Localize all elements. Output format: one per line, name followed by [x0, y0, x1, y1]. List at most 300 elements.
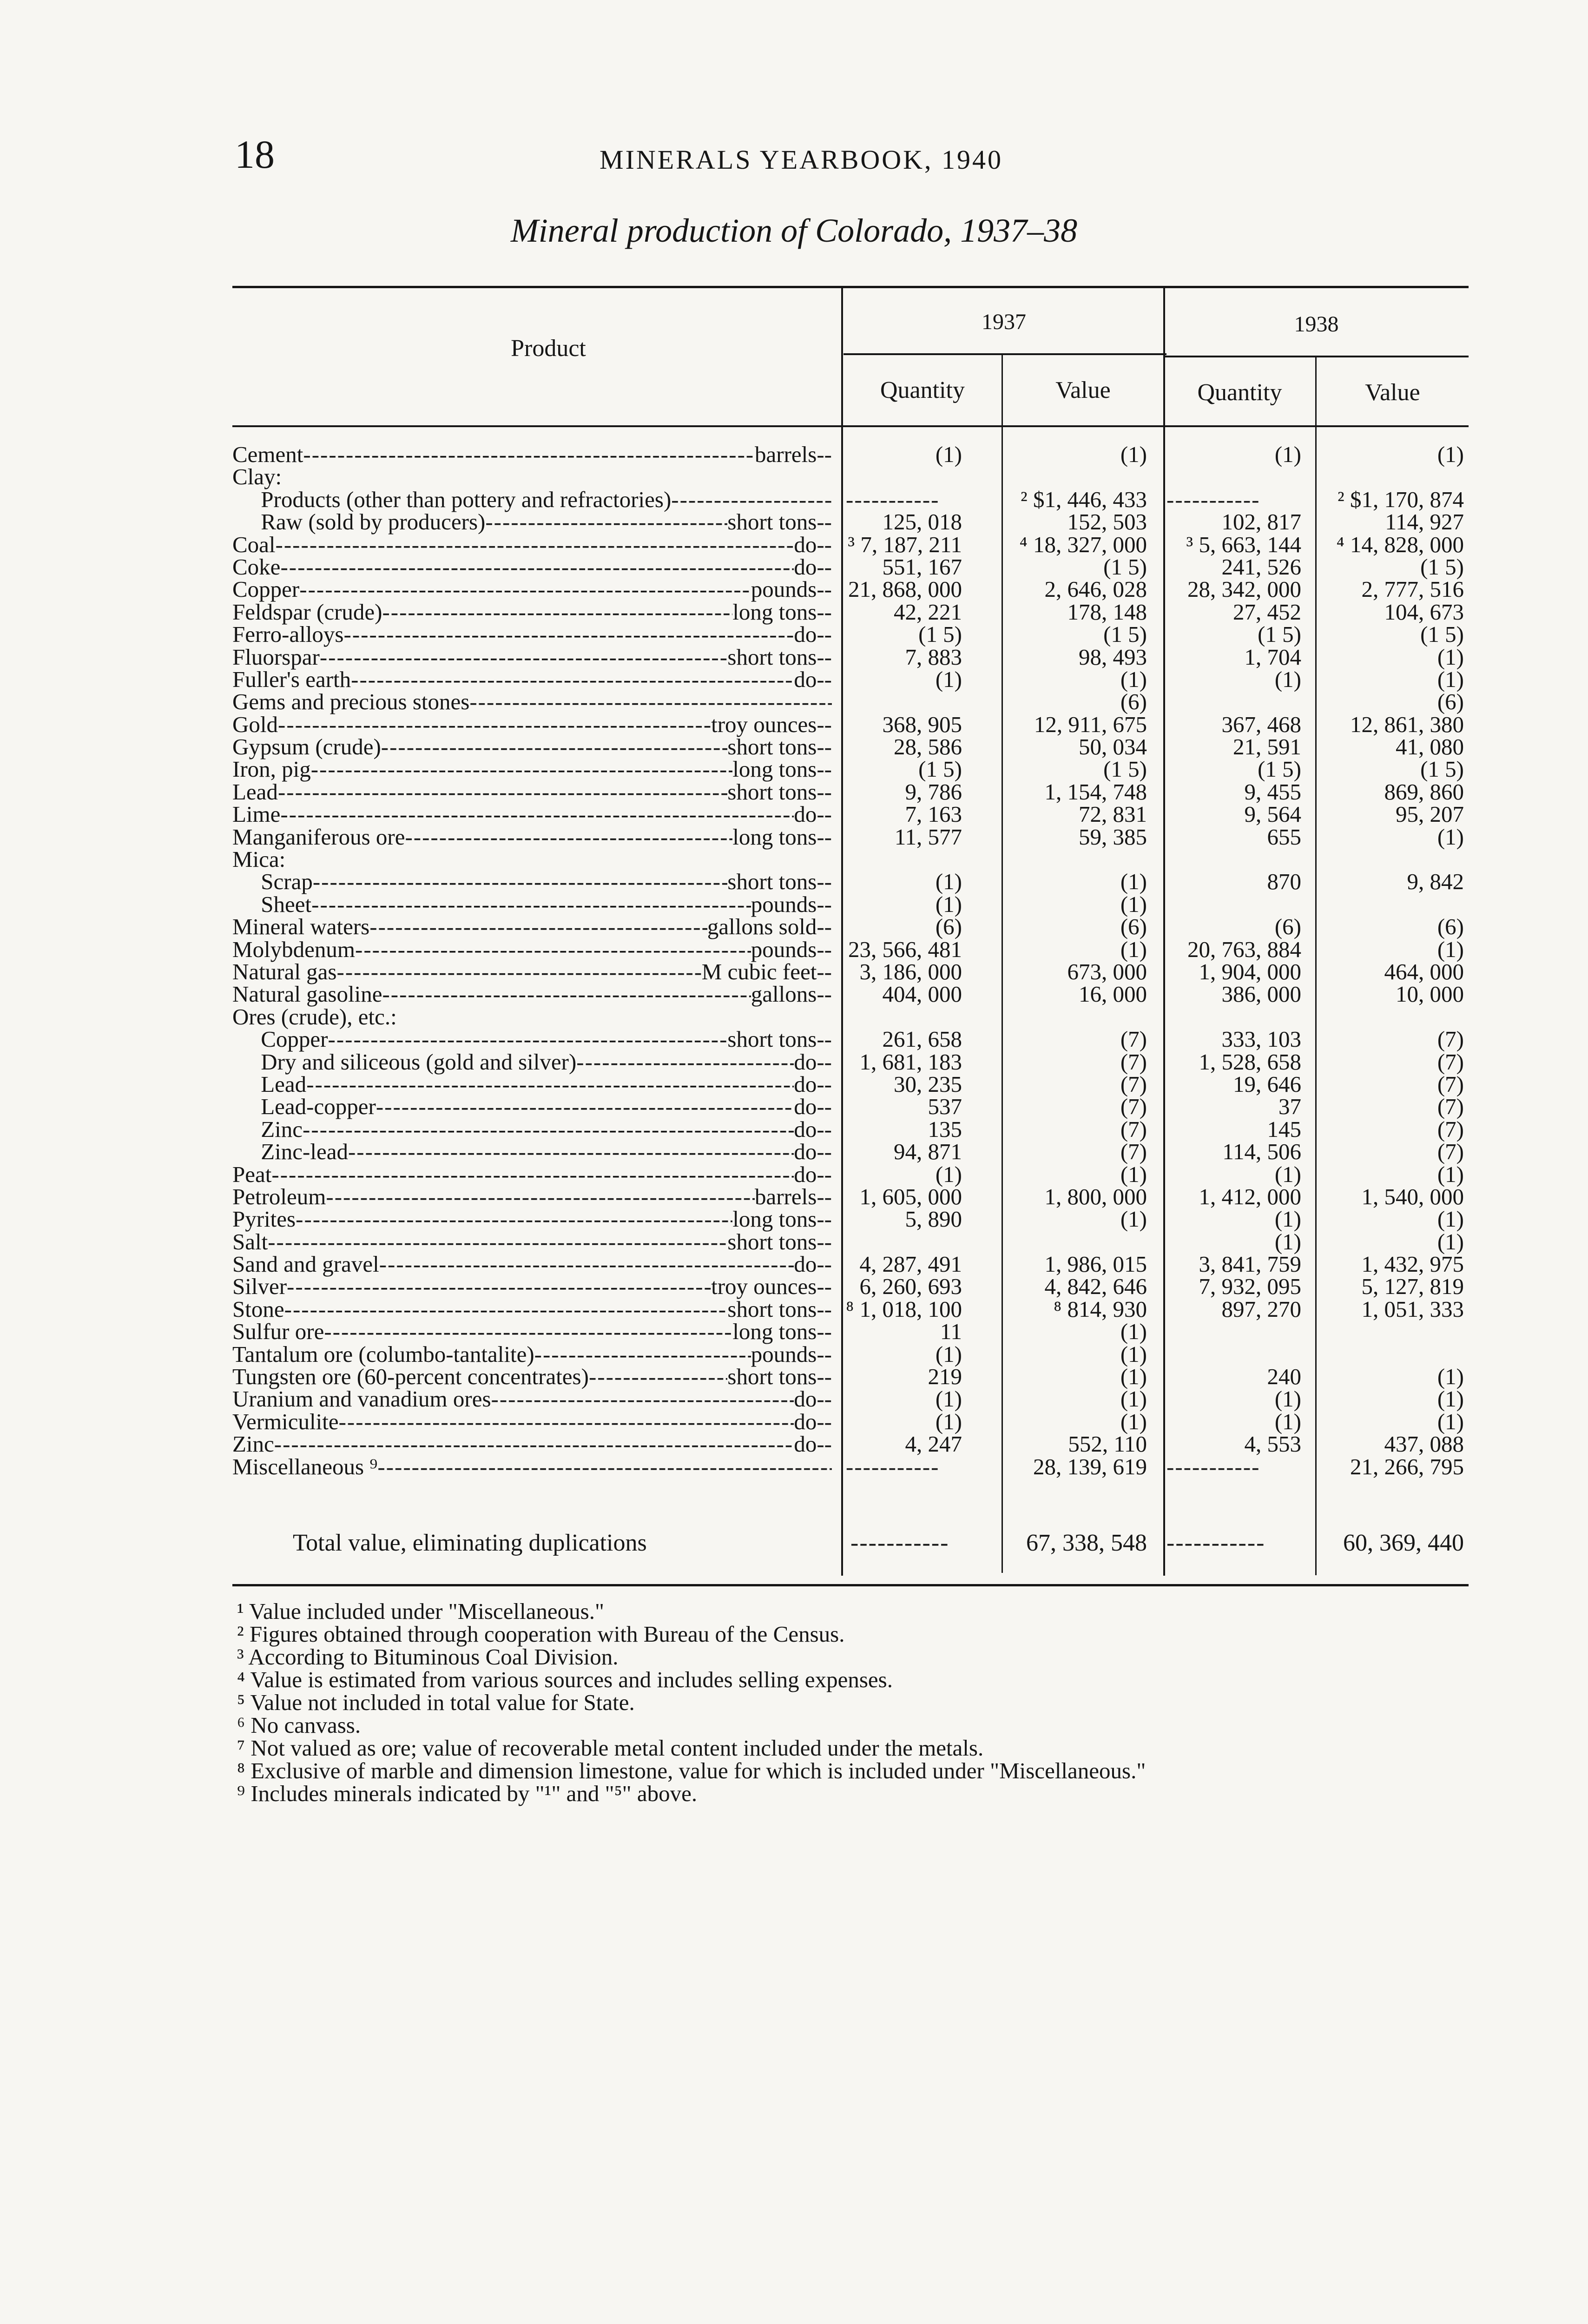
row-leader-dots [276, 534, 794, 556]
row-unit: do-- [794, 1049, 832, 1075]
row-leader-dots [379, 1253, 794, 1275]
cell-quantity-1937 [846, 1231, 962, 1253]
cell-value-1937: 98, 493 [1079, 644, 1147, 670]
row-leader-dots [326, 1186, 755, 1208]
row-leader-dots [397, 1006, 832, 1028]
cell-value-1937: 59, 385 [1079, 824, 1147, 850]
footnote: ³ According to Bituminous Coal Division. [237, 1644, 619, 1670]
cell-value-1937: 552, 110 [1068, 1431, 1147, 1457]
table-row [232, 623, 1469, 646]
cell-quantity-1937: 125, 018 [882, 509, 962, 535]
cell-quantity-1938: 20, 763, 884 [1187, 936, 1301, 962]
row-product-name: Ores (crude), etc.: [232, 1004, 397, 1030]
table-body [232, 443, 1469, 1478]
row-unit: gallons-- [751, 981, 832, 1007]
cell-value-1937: ⁸ 814, 930 [1054, 1296, 1147, 1322]
cell-value-1937: (7) [1120, 1116, 1147, 1142]
cell-quantity-1937: 219 [928, 1364, 962, 1390]
table-row [232, 1253, 1469, 1275]
header-bottom-rule [232, 425, 1469, 427]
row-label [232, 1208, 832, 1230]
row-label [232, 938, 832, 961]
cell-value-1937: (1) [1120, 1408, 1147, 1434]
cell-value-1938: 1, 540, 000 [1361, 1183, 1464, 1209]
cell-value-1938 [1334, 893, 1464, 916]
table-row [232, 601, 1469, 623]
row-product-name: Natural gas [232, 958, 337, 984]
table-row [232, 1006, 1469, 1028]
row-unit: do-- [794, 1071, 832, 1097]
row-leader-dots [311, 758, 733, 780]
row-unit: long tons-- [732, 824, 832, 850]
row-product-name: Manganiferous ore [232, 824, 405, 850]
row-unit: short tons-- [727, 509, 832, 535]
total-quantity-1938: ----------- [1166, 1530, 1265, 1556]
row-leader-dots [469, 691, 832, 713]
cell-value-1937: 50, 034 [1079, 734, 1147, 760]
table-row [232, 1343, 1469, 1366]
cell-value-1937: (6) [1120, 689, 1147, 715]
total-value-1938: 60, 369, 440 [1343, 1530, 1464, 1556]
row-leader-dots [320, 646, 728, 668]
row-product-name: Gems and precious stones [232, 689, 470, 715]
cell-quantity-1937: 11, 577 [894, 824, 962, 850]
cell-value-1937: (1) [1120, 1364, 1147, 1390]
row-leader-dots [491, 1388, 794, 1410]
table-bottom-rule [232, 1584, 1469, 1586]
row-unit: do-- [794, 1161, 832, 1187]
cell-quantity-1938: 3, 841, 759 [1199, 1251, 1301, 1277]
cell-value-1937: (7) [1120, 1049, 1147, 1075]
row-label [232, 1163, 832, 1186]
cell-value-1937 [999, 1006, 1147, 1028]
cell-value-1937: 1, 800, 000 [1044, 1183, 1147, 1209]
row-label [232, 1228, 832, 1254]
row-unit: short tons-- [727, 1364, 832, 1390]
row-label [232, 1366, 832, 1388]
row-leader-dots [282, 466, 832, 488]
cell-quantity-1937: 537 [928, 1094, 962, 1120]
cell-value-1938: 21, 266, 795 [1350, 1453, 1464, 1479]
total-quantity-1937: ----------- [850, 1530, 949, 1556]
cell-value-1937: 1, 986, 015 [1044, 1251, 1147, 1277]
cell-quantity-1937: (6) [935, 914, 962, 940]
footnote: ⁹ Includes minerals indicated by "¹" and "⁵" above. [237, 1781, 698, 1806]
table-row [232, 781, 1469, 803]
cell-quantity-1938: 870 [1267, 869, 1301, 895]
row-unit: pounds-- [751, 936, 832, 962]
row-product-name: Lead [232, 779, 278, 805]
row-leader-dots [589, 1366, 727, 1388]
table-row [232, 848, 1469, 871]
row-product-name: Silver [232, 1274, 287, 1300]
row-unit: do-- [794, 1139, 832, 1165]
row-product-name: Products (other than pottery and refractories) [232, 486, 672, 512]
row-label [232, 1118, 832, 1141]
cell-quantity-1938: 1, 412, 000 [1199, 1183, 1301, 1209]
cell-value-1938: (1 5) [1420, 554, 1464, 580]
cell-quantity-1937: (1) [935, 666, 962, 692]
table-row [232, 1453, 1469, 1479]
cell-value-1937: 2, 646, 028 [1044, 576, 1147, 602]
cell-value-1937: ² $1, 446, 433 [1021, 486, 1147, 512]
cell-quantity-1938: 21, 591 [1233, 734, 1301, 760]
cell-quantity-1938: 333, 103 [1221, 1026, 1301, 1052]
cell-value-1938: 41, 080 [1396, 734, 1464, 760]
row-leader-dots [376, 1096, 794, 1118]
table-row [232, 938, 1469, 961]
table-row [232, 1228, 1469, 1254]
row-leader-dots [671, 489, 832, 511]
cell-quantity-1937 [846, 691, 962, 713]
cell-quantity-1937: 261, 658 [882, 1026, 962, 1052]
table-row [232, 1051, 1469, 1073]
running-head: MINERALS YEARBOOK, 1940 [600, 145, 1003, 175]
cell-value-1937 [999, 466, 1147, 488]
cell-quantity-1937: 94, 871 [894, 1139, 962, 1165]
footnote: ¹ Value included under "Miscellaneous." [237, 1598, 604, 1624]
row-leader-dots [534, 1343, 751, 1366]
row-product-name: Mica: [232, 846, 286, 872]
row-label [232, 826, 832, 848]
row-product-name: Salt [232, 1228, 268, 1254]
table-row [232, 1320, 1469, 1343]
table-row [232, 486, 1469, 512]
row-label [232, 983, 832, 1005]
cell-quantity-1937: 368, 905 [882, 711, 962, 737]
cell-value-1937: (1 5) [1103, 554, 1147, 580]
cell-value-1938: 464, 000 [1384, 958, 1464, 984]
row-leader-dots [328, 1028, 728, 1050]
footnote: ⁸ Exclusive of marble and dimension limestone, value for which is included under "Miscellaneous." [237, 1758, 1146, 1783]
row-label [232, 781, 832, 803]
cell-quantity-1937: (1) [935, 869, 962, 895]
cell-value-1938 [1334, 1006, 1464, 1028]
cell-value-1938 [1334, 848, 1464, 871]
header-product: Product [511, 335, 586, 362]
table-row [232, 1073, 1469, 1096]
cell-quantity-1938: (1) [1274, 1161, 1301, 1187]
row-leader-dots [287, 1275, 711, 1298]
table-row [232, 1118, 1469, 1141]
total-row [232, 1529, 1469, 1557]
cell-quantity-1938: 897, 270 [1221, 1296, 1301, 1322]
cell-value-1937: 1, 154, 748 [1044, 779, 1147, 805]
header-quantity-1937: Quantity [880, 377, 965, 403]
cell-quantity-1938: (1) [1274, 442, 1301, 467]
row-label [232, 486, 832, 512]
row-unit: barrels-- [755, 1183, 832, 1209]
row-leader-dots [339, 1411, 794, 1433]
row-label [232, 736, 832, 758]
cell-value-1937: (1) [1120, 869, 1147, 895]
row-unit: do-- [794, 1431, 832, 1457]
total-value-1937: 67, 338, 548 [1026, 1530, 1147, 1556]
row-unit: short tons-- [727, 779, 832, 805]
row-label [232, 466, 832, 488]
cell-quantity-1938: 1, 904, 000 [1199, 958, 1301, 984]
table-row [232, 803, 1469, 825]
row-product-name: Iron, pig [232, 756, 311, 782]
row-product-name: Mineral waters [232, 914, 370, 940]
cell-quantity-1937: (1) [935, 1341, 962, 1367]
cell-value-1937: 28, 139, 619 [1033, 1453, 1147, 1479]
row-unit: short tons-- [727, 734, 832, 760]
cell-quantity-1938: (1) [1274, 1408, 1301, 1434]
cell-value-1938: 12, 861, 380 [1350, 711, 1464, 737]
table-row [232, 668, 1469, 691]
table-row [232, 736, 1469, 758]
table-row [232, 1298, 1469, 1320]
row-unit: pounds-- [751, 1341, 832, 1367]
cell-value-1938 [1334, 1343, 1464, 1366]
row-product-name: Cement [232, 442, 303, 467]
row-leader-dots [405, 826, 732, 848]
table-row [232, 826, 1469, 848]
cell-quantity-1937: 7, 883 [905, 644, 962, 670]
cell-quantity-1937: (1) [935, 891, 962, 917]
cell-value-1937: 4, 842, 646 [1044, 1274, 1147, 1300]
row-label [232, 1028, 832, 1050]
cell-value-1938: (1) [1437, 666, 1464, 692]
cell-quantity-1938: (1) [1274, 666, 1301, 692]
cell-value-1938: 95, 207 [1396, 801, 1464, 827]
row-leader-dots [337, 961, 702, 983]
cell-value-1938: (7) [1437, 1139, 1464, 1165]
cell-quantity-1938: 102, 817 [1221, 509, 1301, 535]
cell-quantity-1938 [1166, 1006, 1301, 1028]
header-year-1937: 1937 [982, 310, 1026, 334]
cell-quantity-1938: 4, 553 [1244, 1431, 1301, 1457]
cell-quantity-1938: (6) [1274, 914, 1301, 940]
cell-value-1937: (1) [1120, 442, 1147, 467]
row-unit: long tons-- [732, 1206, 832, 1232]
row-unit: troy ounces-- [711, 1274, 832, 1300]
cell-value-1938 [1334, 466, 1464, 488]
row-unit: do-- [794, 666, 832, 692]
cell-quantity-1938: (1) [1274, 1206, 1301, 1232]
row-label [232, 1388, 832, 1410]
row-label [232, 1073, 832, 1096]
cell-value-1937: 673, 000 [1067, 958, 1147, 984]
cell-value-1937: (7) [1120, 1071, 1147, 1097]
cell-value-1938: 5, 127, 819 [1361, 1274, 1464, 1300]
row-label [232, 1253, 832, 1275]
table-row [232, 691, 1469, 713]
cell-value-1937: (1 5) [1103, 621, 1147, 647]
cell-quantity-1938: ³ 5, 663, 144 [1186, 531, 1301, 557]
cell-value-1938: (7) [1437, 1049, 1464, 1075]
row-leader-dots [348, 1141, 794, 1163]
cell-quantity-1937: 1, 605, 000 [859, 1183, 962, 1209]
table-row [232, 578, 1469, 601]
row-product-name: Molybdenum [232, 936, 356, 962]
row-product-name: Pyrites [232, 1206, 296, 1232]
cell-value-1938: (1) [1437, 824, 1464, 850]
row-leader-dots [311, 893, 751, 916]
cell-value-1937: (7) [1120, 1094, 1147, 1120]
cell-quantity-1938: 1, 528, 658 [1199, 1049, 1301, 1075]
row-label [232, 578, 832, 601]
row-label [232, 1006, 832, 1028]
cell-quantity-1937: 6, 260, 693 [859, 1274, 962, 1300]
cell-quantity-1938 [1166, 1320, 1301, 1343]
cell-value-1937: 152, 503 [1067, 509, 1147, 535]
row-leader-dots [377, 1456, 832, 1478]
cell-quantity-1938: 9, 455 [1244, 779, 1301, 805]
cell-quantity-1938 [1166, 893, 1301, 916]
row-leader-dots [274, 1433, 794, 1455]
row-product-name: Zinc [232, 1116, 303, 1142]
row-label [232, 646, 832, 668]
row-label [232, 893, 832, 916]
cell-value-1937: ⁴ 18, 327, 000 [1019, 531, 1147, 557]
cell-value-1938: 1, 051, 333 [1361, 1296, 1464, 1322]
table-row [232, 646, 1469, 668]
row-product-name: Zinc-lead [232, 1139, 348, 1165]
row-label [232, 758, 832, 780]
row-leader-dots [351, 668, 794, 691]
row-unit: do-- [794, 554, 832, 580]
table-row [232, 1028, 1469, 1050]
cell-value-1938: (1) [1437, 1408, 1464, 1434]
row-product-name: Copper [232, 1026, 328, 1052]
cell-value-1937 [999, 1231, 1147, 1253]
cell-value-1938: (1 5) [1420, 621, 1464, 647]
cell-value-1937: 72, 831 [1079, 801, 1147, 827]
header-quantity-1938: Quantity [1197, 379, 1282, 406]
row-unit: long tons-- [732, 756, 832, 782]
row-leader-dots [296, 1208, 732, 1230]
cell-quantity-1938: 240 [1267, 1364, 1301, 1390]
row-label [232, 443, 832, 466]
row-product-name: Sulfur ore [232, 1319, 324, 1345]
cell-quantity-1937: ⁸ 1, 018, 100 [846, 1296, 962, 1322]
row-product-name: Coke [232, 554, 281, 580]
cell-quantity-1938: 386, 000 [1221, 981, 1301, 1007]
row-label [232, 623, 832, 646]
row-product-name: Lime [232, 801, 281, 827]
table-row [232, 511, 1469, 533]
cell-quantity-1938: 7, 932, 095 [1199, 1274, 1301, 1300]
cell-quantity-1937: 9, 786 [905, 779, 962, 805]
cell-quantity-1937 [846, 1006, 962, 1028]
cell-value-1937: (1) [1120, 936, 1147, 962]
cell-value-1938: 2, 777, 516 [1361, 576, 1464, 602]
cell-value-1938: (1) [1437, 936, 1464, 962]
cell-value-1938: ⁴ 14, 828, 000 [1336, 531, 1464, 557]
cell-value-1937: (6) [1120, 914, 1147, 940]
row-unit: do-- [794, 621, 832, 647]
row-leader-dots [369, 916, 707, 938]
cell-quantity-1938: 114, 506 [1222, 1139, 1301, 1165]
page-number: 18 [235, 132, 275, 177]
cell-value-1938: (7) [1437, 1071, 1464, 1097]
cell-quantity-1938: 145 [1267, 1116, 1301, 1142]
row-unit: do-- [794, 1094, 832, 1120]
footnote: ⁵ Value not included in total value for State. [237, 1690, 635, 1715]
row-label [232, 1275, 832, 1298]
row-unit: short tons-- [727, 1296, 832, 1322]
row-product-name: Tantalum ore (columbo-tantalite) [232, 1341, 534, 1367]
cell-quantity-1937: 28, 586 [894, 734, 962, 760]
table-row [232, 466, 1469, 488]
row-leader-dots [344, 623, 794, 646]
row-unit: long tons-- [732, 599, 832, 625]
table-row [232, 893, 1469, 916]
footnote: ² Figures obtained through cooperation with Bureau of the Census. [237, 1621, 845, 1647]
row-unit: pounds-- [751, 891, 832, 917]
table-row [232, 1163, 1469, 1186]
row-leader-dots [324, 1320, 732, 1343]
cell-value-1937: 178, 148 [1067, 599, 1147, 625]
row-product-name: Tungsten ore (60-percent concentrates) [232, 1364, 589, 1390]
row-leader-dots [382, 983, 751, 1005]
cell-quantity-1938: 655 [1267, 824, 1301, 850]
row-product-name: Sand and gravel [232, 1251, 379, 1277]
table-row [232, 983, 1469, 1005]
cell-value-1938: (1) [1437, 1386, 1464, 1412]
row-leader-dots [382, 601, 732, 623]
row-unit: pounds-- [751, 576, 832, 602]
row-label [232, 1343, 832, 1366]
row-unit: short tons-- [727, 869, 832, 895]
cell-value-1938 [1334, 1320, 1464, 1343]
table-row [232, 1388, 1469, 1410]
cell-value-1938: (1) [1437, 442, 1464, 467]
row-product-name: Dry and siliceous (gold and silver) [232, 1049, 577, 1075]
row-label [232, 1298, 832, 1320]
row-label [232, 1408, 832, 1434]
cell-value-1938: 10, 000 [1396, 981, 1464, 1007]
cell-quantity-1938: 19, 646 [1233, 1071, 1301, 1097]
cell-quantity-1937: (1) [935, 442, 962, 467]
cell-quantity-1937: (1) [935, 1386, 962, 1412]
cell-value-1937: (7) [1120, 1139, 1147, 1165]
row-unit: barrels-- [755, 442, 832, 467]
cell-quantity-1938: (1 5) [1258, 756, 1301, 782]
cell-quantity-1937: 21, 868, 000 [848, 576, 962, 602]
cell-quantity-1937 [846, 466, 962, 488]
cell-quantity-1937: 1, 681, 183 [859, 1049, 962, 1075]
cell-quantity-1937: 551, 167 [882, 554, 962, 580]
table-top-rule [232, 286, 1469, 288]
cell-quantity-1938: (1 5) [1258, 621, 1301, 647]
row-product-name: Peat [232, 1161, 272, 1187]
cell-value-1938: (1) [1437, 1206, 1464, 1232]
cell-value-1937: 16, 000 [1079, 981, 1147, 1007]
cell-value-1938: (6) [1437, 914, 1464, 940]
row-product-name: Scrap [232, 869, 313, 895]
cell-quantity-1937: 7, 163 [905, 801, 962, 827]
cell-value-1937: (1) [1120, 1206, 1147, 1232]
row-unit: do-- [794, 1251, 832, 1277]
row-leader-dots [278, 713, 711, 736]
footnotes [237, 1600, 1146, 1805]
row-label [232, 916, 832, 938]
table-row [232, 1366, 1469, 1388]
row-leader-dots [280, 556, 794, 578]
row-leader-dots [303, 1118, 794, 1141]
cell-value-1938: 9, 842 [1407, 869, 1464, 895]
cell-quantity-1938: (1) [1274, 1386, 1301, 1412]
row-leader-dots [285, 848, 832, 871]
cell-value-1938: 437, 088 [1384, 1431, 1464, 1457]
row-label [232, 691, 832, 713]
table-row [232, 958, 1469, 984]
cell-quantity-1937: 4, 287, 491 [859, 1251, 962, 1277]
row-product-name: Vermiculite [232, 1408, 339, 1434]
